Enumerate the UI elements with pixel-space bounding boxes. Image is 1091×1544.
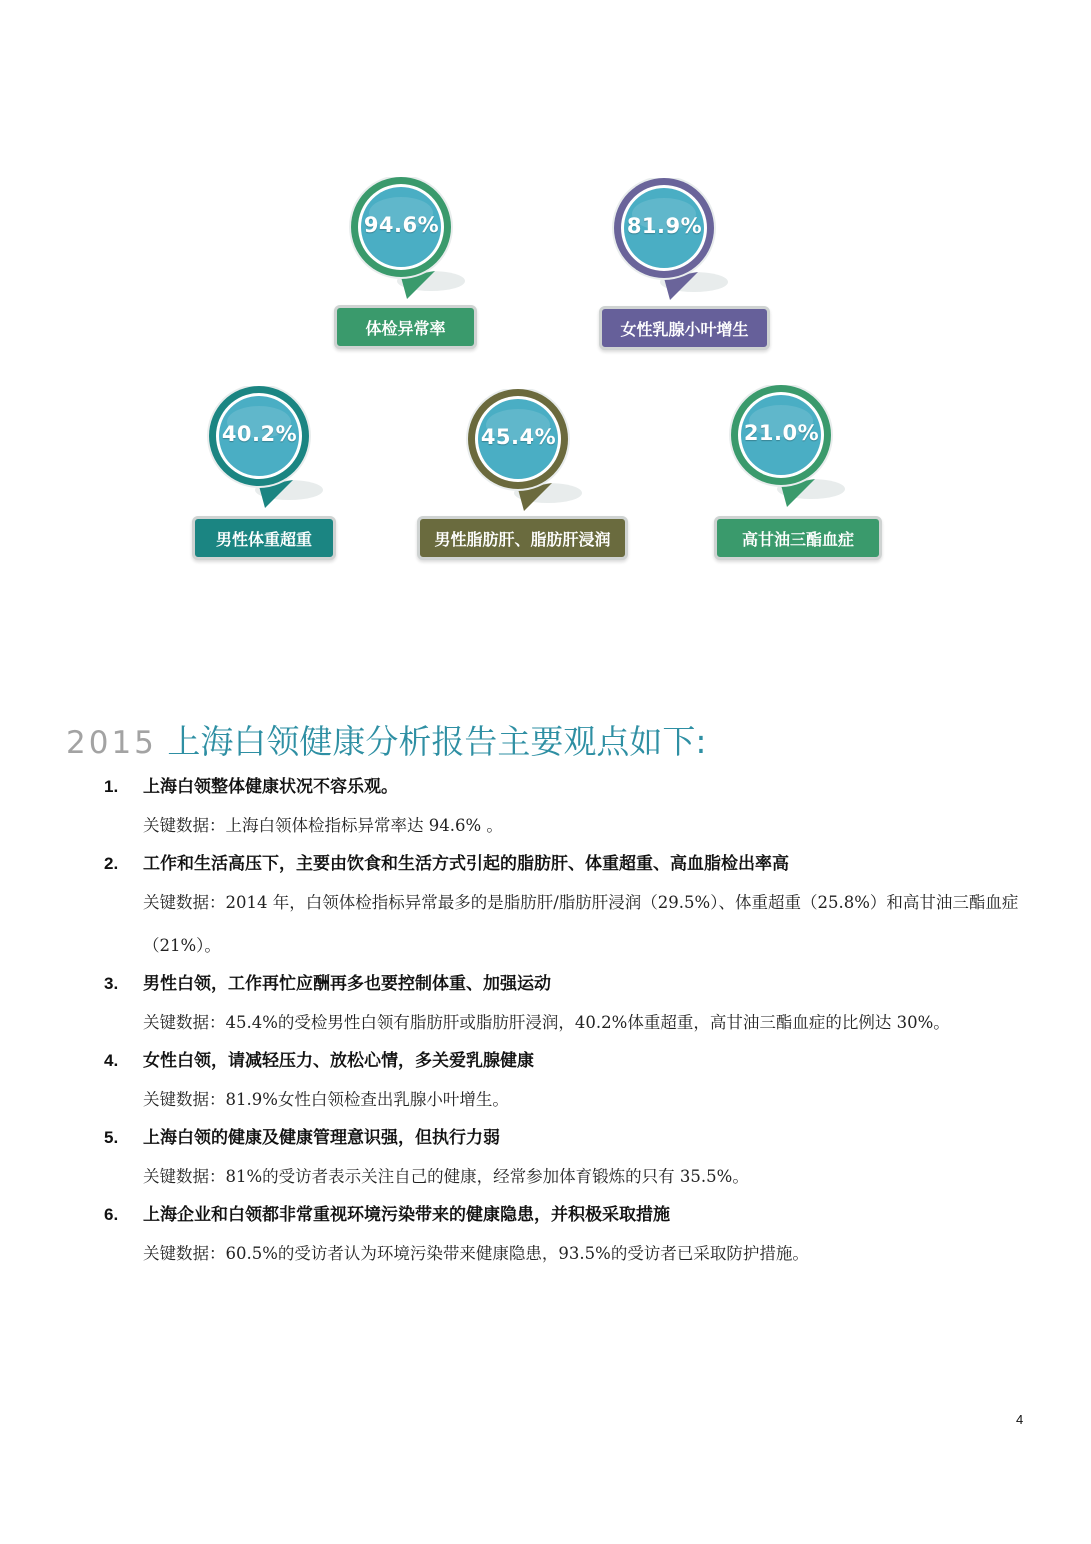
point-title: 工作和生活高压下，主要由饮食和生活方式引起的脂肪肝、体重超重、高血脂检出率高 [143,854,789,874]
point-key-data: 关键数据：2014 年，白领体检指标异常最多的是脂肪肝/脂肪肝浸润（29.5%）、体重超重（25.8%）和高甘油三酯血症（21%）。 [143,893,1019,955]
stat-value: 40.2% [221,422,298,446]
point-key-data: 关键数据：81.9%女性白领检查出乳腺小叶增生。 [143,1090,509,1109]
list-item [0,1044,1091,1121]
point-key-data: 关键数据：60.5%的受访者认为环境污染带来健康隐患，93.5%的受访者已采取防护措施。 [143,1244,809,1263]
page-number: 4 [1016,1412,1024,1427]
list-item [0,967,1091,1044]
point-title: 上海白领整体健康状况不容乐观。 [143,777,398,797]
stat-label-tag: 体检异常率 [334,305,477,349]
stat-value: 81.9% [626,214,703,238]
point-number: 4. [104,1051,119,1070]
point-title: 女性白领，请减轻压力、放松心情，多关爱乳腺健康 [143,1051,534,1071]
stat-label-tag: 男性体重超重 [192,516,336,560]
stat-label-tag: 女性乳腺小叶增生 [599,306,770,350]
list-item [0,847,1091,967]
point-number: 5. [104,1128,119,1147]
list-item [0,1198,1091,1275]
list-item [0,1121,1091,1198]
section-title-year: 2015 [66,725,157,761]
section-title-text: 上海白领健康分析报告主要观点如下: [167,722,707,761]
stat-value: 21.0% [743,421,820,445]
point-key-data: 关键数据：上海白领体检指标异常率达 94.6% 。 [143,816,503,835]
stat-value: 45.4% [480,425,557,449]
point-title: 上海企业和白领都非常重视环境污染带来的健康隐患，并积极采取措施 [143,1205,670,1225]
section-title [66,716,707,763]
stat-pin-2 [207,386,347,526]
stat-pin-4 [729,385,869,525]
point-number: 2. [104,854,119,873]
stat-label-tag: 高甘油三酯血症 [714,516,882,560]
stat-pin-0 [349,177,489,317]
point-title: 上海白领的健康及健康管理意识强，但执行力弱 [143,1128,500,1148]
stat-label-tag: 男性脂肪肝、脂肪肝浸润 [417,516,628,560]
point-number: 6. [104,1205,119,1224]
point-key-data: 关键数据：45.4%的受检男性白领有脂肪肝或脂肪肝浸润，40.2%体重超重，高甘油三酯血症的比例达 30%。 [143,1013,950,1032]
stat-pin-1 [612,178,752,318]
point-title: 男性白领，工作再忙应酬再多也要控制体重、加强运动 [143,974,551,994]
point-number: 3. [104,974,119,993]
stats-infographic [0,0,1091,600]
point-number: 1. [104,777,119,796]
stat-pin-3 [466,389,606,529]
list-item [0,770,1091,847]
stat-value: 94.6% [363,213,440,237]
key-points-list [0,770,1091,1275]
point-key-data: 关键数据：81%的受访者表示关注自己的健康，经常参加体育锻炼的只有 35.5%。 [143,1167,749,1186]
